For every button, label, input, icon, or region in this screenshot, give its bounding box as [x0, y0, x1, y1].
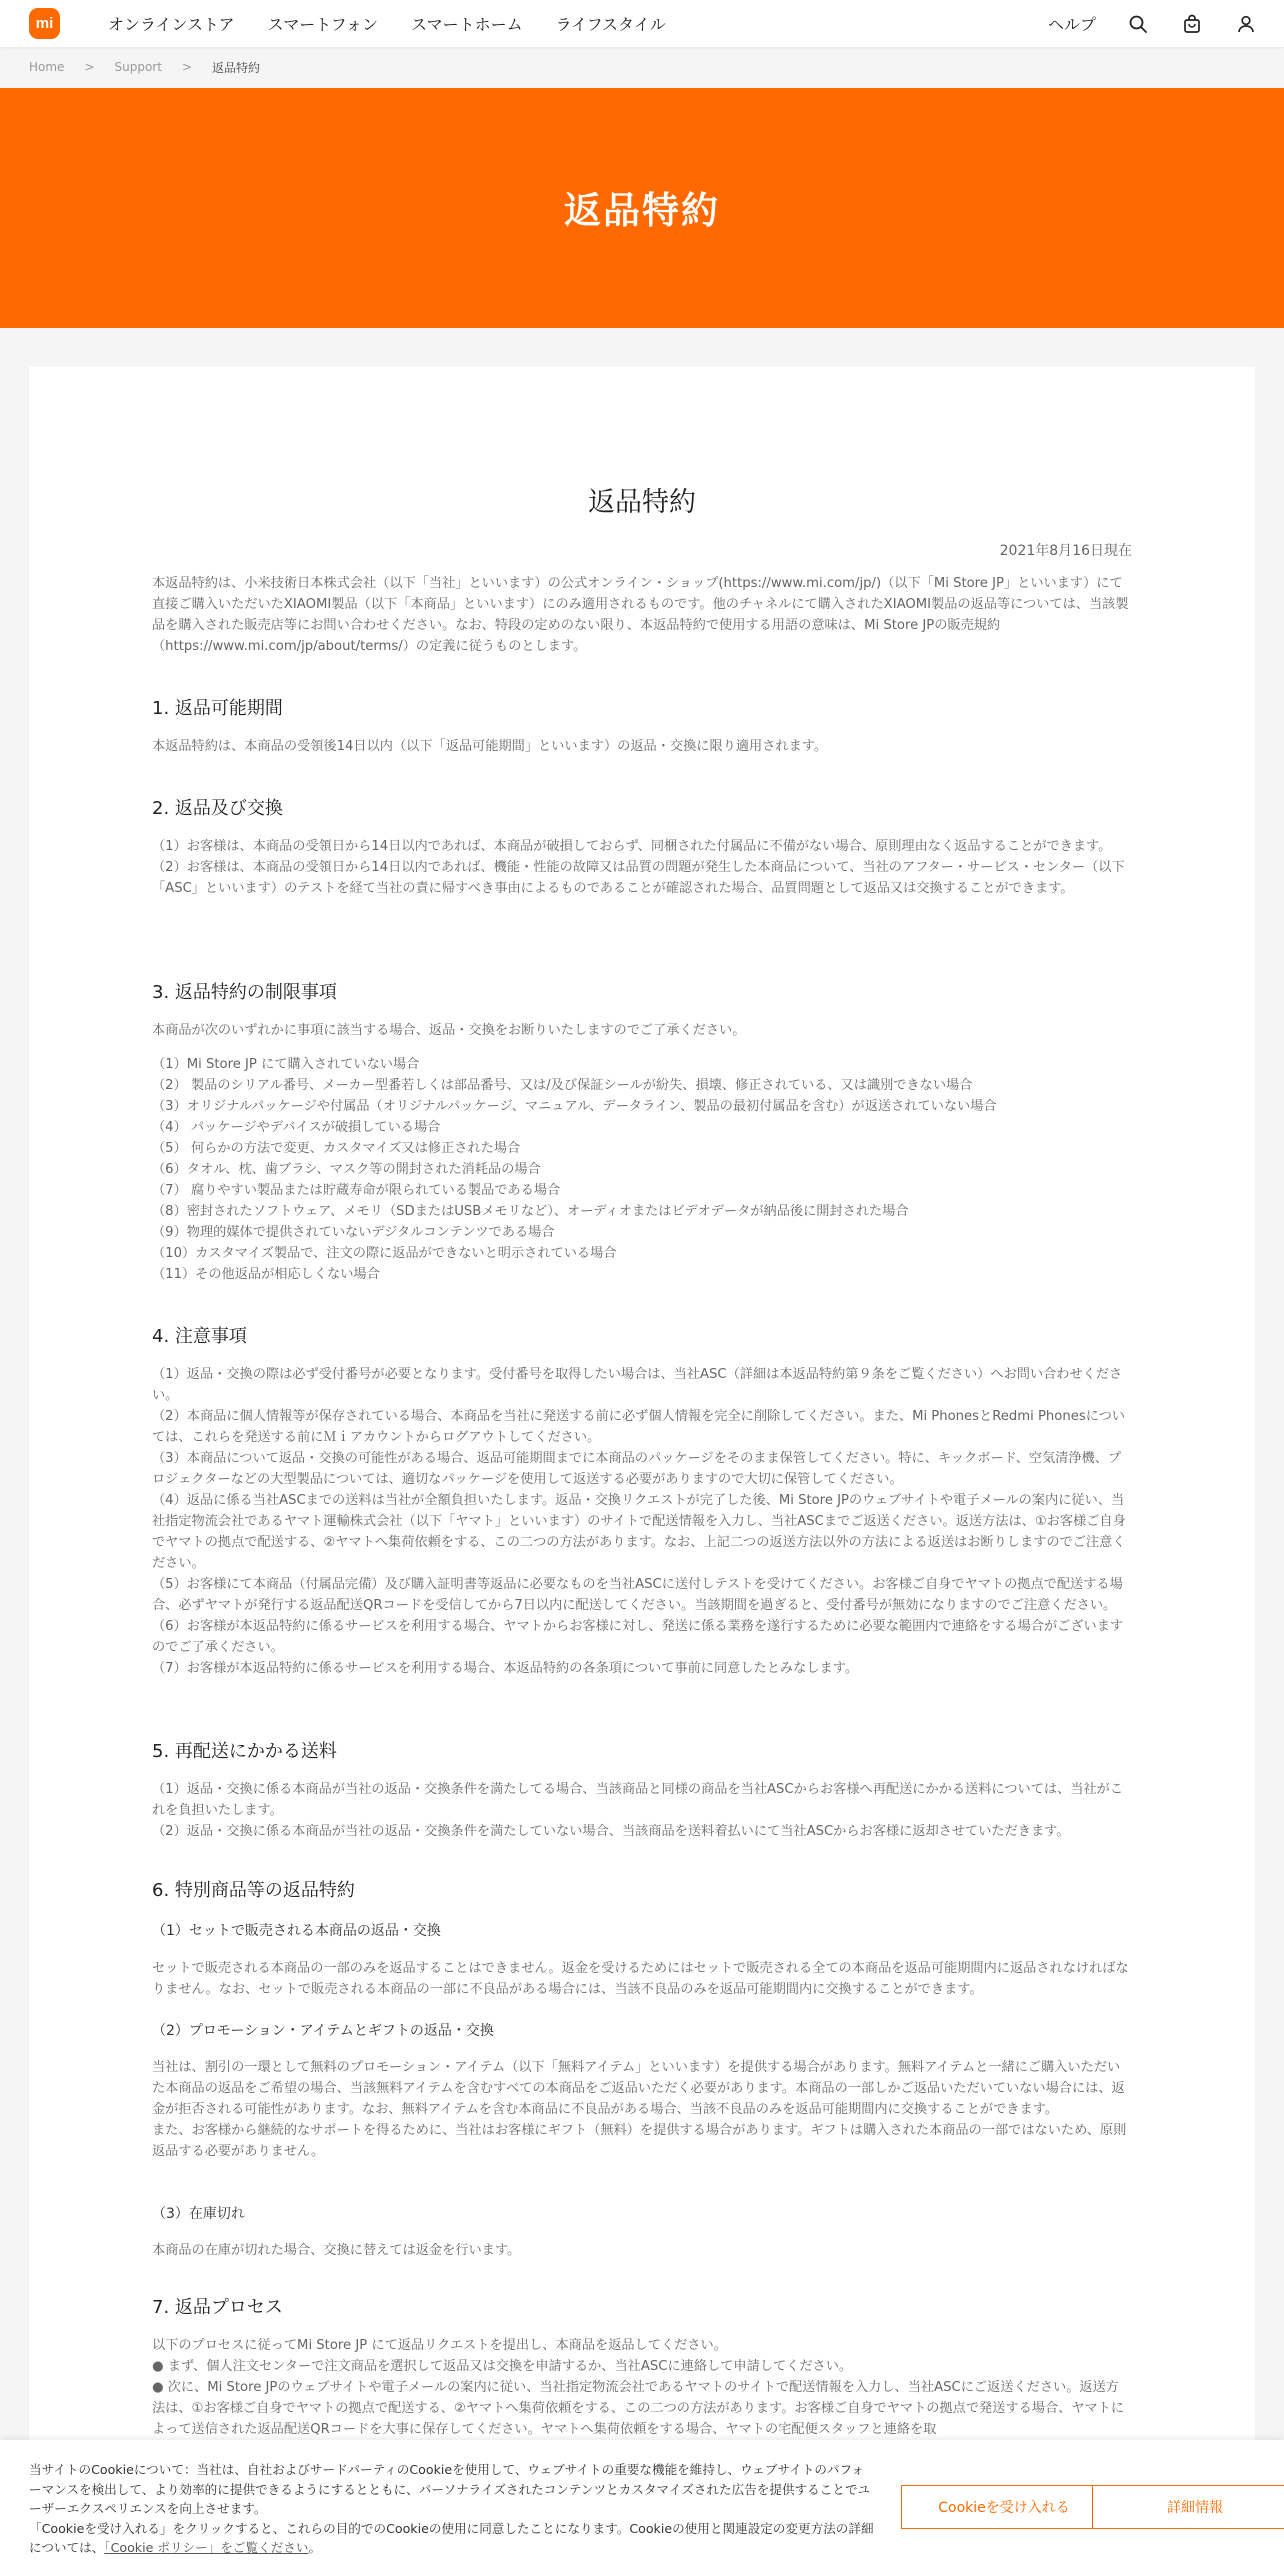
cookie-banner [0, 2440, 1284, 2568]
mi-logo[interactable]: mi [29, 8, 60, 39]
list-item: （7）お客様が本返品特約に係るサービスを利用する場合、本返品特約の各条項について事前に同意したとみなします。 [152, 1661, 859, 1676]
list-item: （5）お客様にて本商品（付属品完備）及び購入証明書等返品に必要なものを当社ASCに送付しテストを受けてください。お客様ご自身でヤマトの拠点で配送する場合、必ずヤマトが発行する返品配送QRコードを受信してから7日以内に配送してください。当該期間を過ぎると、受付番号が無効になりますのでご注意ください。 [152, 1577, 1123, 1613]
list-item: （4） パッケージやデバイスが破損している場合 [152, 1120, 441, 1135]
nav-online-store[interactable]: オンラインストア [108, 15, 235, 34]
details-button[interactable]: 詳細情報 [1092, 2485, 1284, 2529]
page-banner [0, 88, 1284, 328]
cookie-notice-main: 当サイトのCookieについて：当社は、自社およびサードパーティのCookieを使用して、ウェブサイトの重要な機能を維持し、ウェブサイトのパフォーマンスを検出して、より効率的に提供できるようにするとともに、パーソナライズされたコンテンツとカスタマイズされた広告を提供することでユーザーエクスペリエンスを向上させます。 [29, 2462, 871, 2516]
cookie-notice-text [29, 2460, 874, 2558]
section-heading-5: 5. 再配送にかかる送料 [152, 1741, 337, 1762]
section-heading-1: 1. 返品可能期間 [152, 698, 283, 719]
section-heading-2: 2. 返品及び交換 [152, 798, 283, 819]
list-item: （7） 腐りやすい製品または貯蔵寿命が限られている製品である場合 [152, 1183, 561, 1198]
content-card [29, 367, 1255, 2568]
section-2-body [152, 836, 1132, 899]
section-heading-6: 6. 特別商品等の返品特約 [152, 1880, 355, 1901]
list-item: （4）返品に係る当社ASCまでの送料は当社が全額負担いたします。返品・交換リクエストが完了した後、Mi Store JPのウェブサイトや電子メールの案内に従い、当社指定物流会社であるヤマト運輸株式会社（以下「ヤマト」といいます）のサイトで配送情報を入力し、当社ASCまでご返送ください。返送方法は、①お客様ご自身でヤマトの拠点で配送する、②ヤマトへ集荷依頼をする、この二つの方法があります。なお、上記二つの返送方法以外の方法による返送はお断りしますのでご注意ください。 [152, 1493, 1126, 1571]
breadcrumb-support[interactable]: Support [114, 60, 162, 74]
notes-list [152, 1364, 1132, 1679]
cart-icon[interactable] [1182, 14, 1202, 34]
list-item: （6）お客様が本返品特約に係るサービスを利用する場合、ヤマトからお客様に対し、発送に係る業務を遂行するために必要な範囲内で連絡をする場合がございますのでご了承ください。 [152, 1619, 1124, 1655]
main-nav [108, 0, 666, 47]
intro-paragraph: 本返品特約は、小米技術日本株式会社（以下「当社」といいます）の公式オンライン・ショップ(https://www.mi.com/jp/)（以下「Mi Store JP」といいます）にて直接ご購入いただいたXIAOMI製品（以下「本商品」といいます）にのみ適用されるものです。他のチャネルにて購入されたXIAOMI製品の返品等については、当該製品を購入された販売店等にお問い合わせください。なお、特段の定めのない限り、本返品特約で使用する用語の意味は、Mi Store JPの販売規約（https://www.mi.com/jp/about/terms/）の定義に従うものとします。 [152, 576, 1129, 654]
restriction-list [152, 1054, 1132, 1285]
list-item: （2） 製品のシリアル番号、メーカー型番若しくは部品番号、又は/及び保証シールが紛失、損壊、修正されている、又は識別できない場合 [152, 1078, 973, 1093]
section-1-body: 本返品特約は、本商品の受領後14日以内（以下「返品可能期間」といいます）の返品・交換に限り適用されます。 [152, 739, 828, 754]
breadcrumb-separator: > [181, 60, 192, 74]
section-3-lead: 本商品が次のいずれかに事項に該当する場合、返品・交換をお断りいたしますのでご了承ください。 [152, 1023, 746, 1038]
list-item: （8）密封されたソフトウェア、メモリ（SDまたはUSBメモリなど）、オーディオまたはビデオデータが納品後に開封された場合 [152, 1204, 909, 1219]
section-heading-4: 4. 注意事項 [152, 1326, 247, 1347]
cookie-notice-consent: 「Cookieを受け入れる」をクリックすると、これらの目的でのCookieの使用に同意したことになります。Cookieの使用と関連設定の変更方法の詳細については、 [29, 2520, 874, 2555]
top-navigation-bar [0, 0, 1284, 47]
set-products-body: セットで販売される本商品の一部のみを返品することはできません。返金を受けるためにはセットで販売される全ての本商品を返品可能期間内に返品されなければなりません。なお、セットで販売される本商品の一部に不良品がある場合には、当該不良品のみを返品可能期間内に交換することができます。 [152, 1961, 1129, 1997]
subheading-set-products: （1）セットで販売される本商品の返品・交換 [152, 1923, 441, 1939]
gift-paragraph: また、お客様から継続的なサポートを得るために、当社はお客様にギフト（無料）を提供する場合があります。ギフトは購入された本商品の一部ではないため、原則返品する必要がありません。 [152, 2123, 1127, 2159]
section-5-body [152, 1779, 1132, 1842]
nav-smart-home[interactable]: スマートホーム [410, 15, 523, 34]
section-heading-3: 3. 返品特約の制限事項 [152, 982, 337, 1003]
list-item: （2）本商品に個人情報等が保存されている場合、本商品を当社に発送する前に必ず個人情報を完全に削除してください。また、Mi PhonesとRedmi Phonesについては、これらを発送する前にＭｉアカウントからログアウトしてください。 [152, 1409, 1125, 1445]
list-item: （9）物理的媒体で提供されていないデジタルコンテンツである場合 [152, 1225, 555, 1240]
accept-cookies-button[interactable]: Cookieを受け入れる [901, 2485, 1107, 2529]
process-step: ● 次に、Mi Store JPのウェブサイトや電子メールの案内に従い、当社指定物流会社であるヤマトのサイトで配送情報を入力し、当社ASCにご返送ください。返送方法は、①お客様ご自身でヤマトの拠点で配送する、②ヤマトへ集荷依頼をする、この二つの方法があります。お客様ご自身でヤマトの拠点で発送する場合、ヤマトによって送信された返品配送QRコードを大事に保存してください。ヤマトへ集荷依頼をする場合、ヤマトの宅配便スタッフと連絡を取 [152, 2380, 1125, 2437]
out-of-stock-body: 本商品の在庫が切れた場合、交換に替えては返金を行います。 [152, 2243, 521, 2258]
nav-smartphone[interactable]: スマートフォン [267, 15, 378, 34]
section-2-item: （1）お客様は、本商品の受領日から14日以内であれば、本商品が破損しておらず、同梱された付属品に不備がない場合、原則理由なく返品することができます。 [152, 839, 1112, 854]
list-item: （10）カスタマイズ製品で、注文の際に返品ができないと明示されている場合 [152, 1246, 617, 1261]
list-item: （11）その他返品が相応しくない場合 [152, 1267, 380, 1282]
cookie-notice-end: 。 [308, 2540, 322, 2555]
document-date: 2021年8月16日現在 [999, 543, 1132, 559]
subheading-out-of-stock: （3）在庫切れ [152, 2206, 245, 2222]
nav-lifestyle[interactable]: ライフスタイル [555, 15, 666, 34]
banner-title: 返品特約 [564, 189, 720, 232]
breadcrumb-home[interactable]: Home [29, 60, 65, 74]
breadcrumb [29, 57, 260, 77]
cookie-policy-link[interactable]: 「Cookie ポリシー」をご覧ください [104, 2540, 309, 2555]
list-item: （1）返品・交換の際は必ず受付番号が必要となります。受付番号を取得したい場合は、当社ASC（詳細は本返品特約第９条をご覧ください）へお問い合わせください。 [152, 1367, 1123, 1403]
breadcrumb-separator: > [84, 60, 95, 74]
list-item: （3）オリジナルパッケージや付属品（オリジナルパッケージ、マニュアル、データライン、製品の最初付属品を含む）が返送されていない場合 [152, 1099, 997, 1114]
section-heading-7: 7. 返品プロセス [152, 2297, 283, 2318]
list-item: （1）Mi Store JP にて購入されていない場合 [152, 1057, 420, 1072]
section-5-item: （1）返品・交換に係る本商品が当社の返品・交換条件を満たしてる場合、当該商品と同様の商品を当社ASCからお客様へ再配送にかかる送料については、当社がこれを負担いたします。 [152, 1782, 1124, 1818]
breadcrumb-current: 返品特約 [212, 60, 261, 75]
process-step: ● まず、個人注文センターで注文商品を選択して返品又は交換を申請するか、当社ASCに連絡して申請してください。 [152, 2359, 853, 2374]
section-7-body [152, 2335, 1132, 2440]
section-2-item: （2）お客様は、本商品の受領日から14日以内であれば、機能・性能の故障又は品質の問題が発生した本商品について、当社のアフター・サービス・センター（以下「ASC」といいます）のテストを経て当社の責に帰すべき事由によるものであることが確認された場合、品質問題として返品又は交換することができます。 [152, 860, 1125, 896]
promotion-body [152, 2057, 1132, 2162]
list-item: （3）本商品について返品・交換の可能性がある場合、返品可能期間までに本商品のパッケージをそのまま保管してください。特に、キックボード、空気清浄機、プロジェクターなどの大型製品については、適切なパッケージを使用して返送する必要がありますので大切に保管してください。 [152, 1451, 1122, 1487]
search-icon[interactable] [1128, 14, 1148, 34]
list-item: （5） 何らかの方法で変更、カスタマイズ又は修正された場合 [152, 1141, 521, 1156]
user-icon[interactable] [1236, 14, 1256, 34]
help-link[interactable]: ヘルプ [1047, 15, 1096, 34]
header-right [1048, 0, 1256, 47]
subheading-promotion: （2）プロモーション・アイテムとギフトの返品・交換 [152, 2023, 494, 2039]
section-5-item: （2）返品・交換に係る本商品が当社の返品・交換条件を満たしていない場合、当該商品を送料着払いにて当社ASCからお客様に返却させていただきます。 [152, 1824, 1070, 1839]
section-7-lead: 以下のプロセスに従ってMi Store JP にて返品リクエストを提出し、本商品を返品してください。 [152, 2338, 727, 2353]
list-item: （6）タオル、枕、歯ブラシ、マスク等の開封された消耗品の場合 [152, 1162, 541, 1177]
document-title: 返品特約 [588, 487, 696, 518]
promotion-paragraph: 当社は、割引の一環として無料のプロモーション・アイテム（以下「無料アイテム」といいます）を提供する場合があります。無料アイテムと一緒にご購入いただいた本商品の返品をご希望の場合、当該無料アイテムを含むすべての本商品をご返品いただく必要があります。本商品の一部しかご返品いただいていない場合には、返金が拒否される可能性があります。なお、無料アイテムを含む本商品に不良品がある場合、当該不良品のみを返品可能期間内に交換することができます。 [152, 2060, 1125, 2117]
